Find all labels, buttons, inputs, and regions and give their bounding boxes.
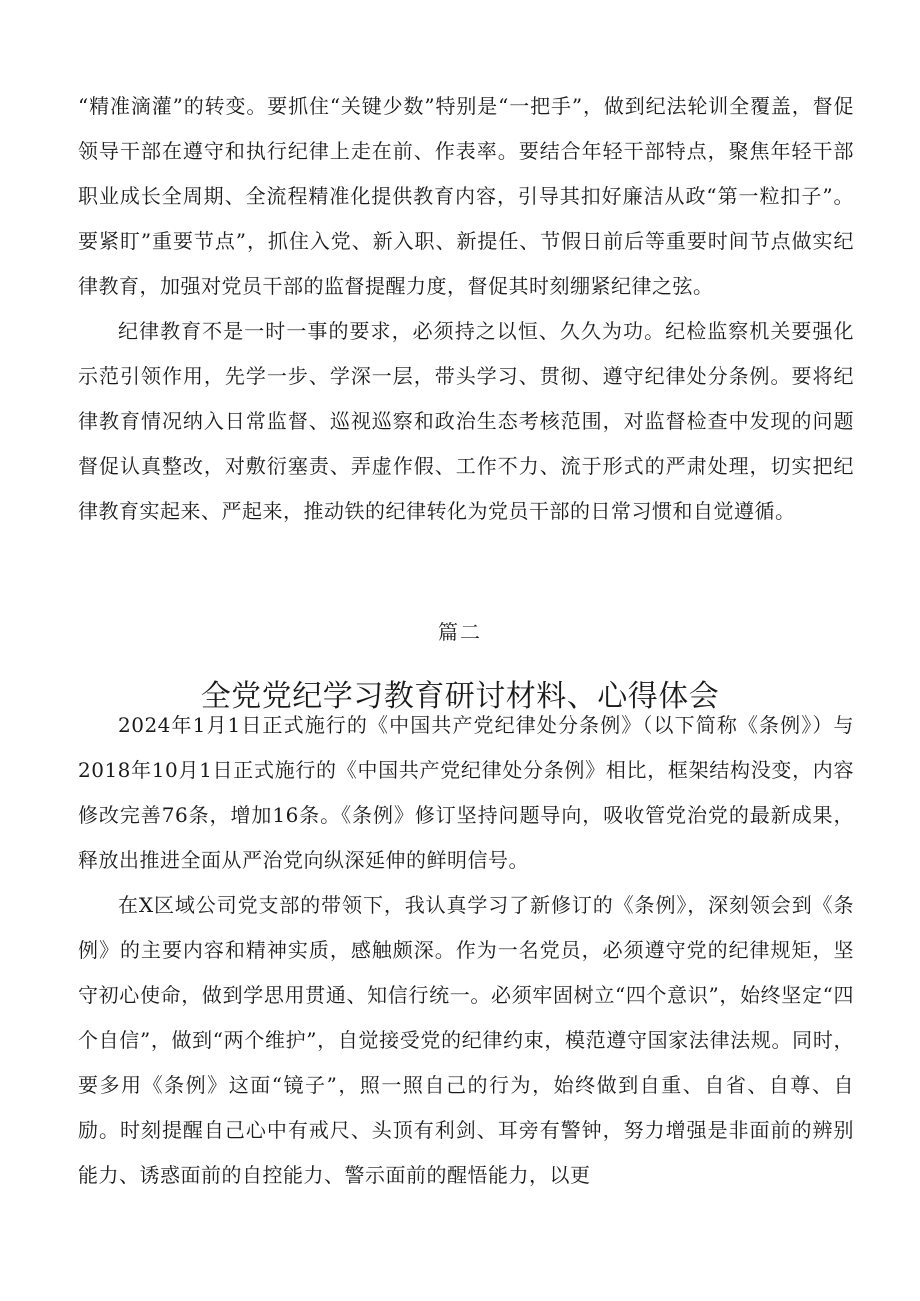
top-text-block [78,84,854,534]
paragraph: 纪律教育不是一时一事的要求，必须持之以恒、久久为功。纪检监察机关要强化示范引领作用，先学一步、学深一层，带头学习、贯彻、遵守纪律处分条例。要将纪律教育情况纳入日常监督、巡视巡察和政治生态考核范围，对监督检查中发现的问题督促认真整改，对敷衍塞责、弄虚作假、工作不力、流于形式的严肃处理，切实把纪律教育实起来、严起来，推动铁的纪律转化为党员干部的日常习惯和自觉遵循。 [78,319,854,523]
bottom-text-block [78,703,854,1198]
paragraph-continuation: “精准滴灌”的转变。要抓住“关键少数”特别是“一把手”，做到纪法轮训全覆盖，督促领导干部在遵守和执行纪律上走在前、作表率。要结合年轻干部特点，聚焦年轻干部职业成长全周期、全流程精准化提供教育内容，引导其扣好廉洁从政“第一粒扣子”。要紧盯”重要节点”，抓住入党、新入职、新提任、节假日前后等重要时间节点做实纪律教育，加强对党员干部的监督提醒力度，督促其时刻绷紧纪律之弦。 [78,94,854,298]
paragraph: 在X区域公司党支部的带领下，我认真学习了新修订的《条例》，深刻领会到《条例》的主要内容和精神实质，感触颇深。作为一名党员，必须遵守党的纪律规矩，坚守初心使命，做到学思用贯通、知信行统一。必须牢固树立“四个意识”，始终坚定“四个自信”，做到“两个维护”，自觉接受党的纪律约束，模范遵守国家法律法规。同时，要多用《条例》这面“镜子”，照一照自己的行为，始终做到自重、自省、自尊、自励。时刻提醒自己心中有戒尺、头顶有利剑、耳旁有警钟，努力增强是非面前的辨别能力、诱惑面前的自控能力、警示面前的醒悟能力，以更 [78,893,854,1187]
paragraph: 2024年1月1日正式施行的《中国共产党纪律处分条例》（以下简称《条例》）与2018年10月1日正式施行的《中国共产党纪律处分条例》相比，框架结构没变，内容修改完善76条，增加16条。《条例》修订坚持问题导向，吸收管党治党的最新成果，释放出推进全面从严治党向纵深延伸的鲜明信号。 [78,713,854,872]
document-title: 全党党纪学习教育研讨材料、心得体会 [200,679,720,715]
section-label: 篇二 [438,620,482,644]
